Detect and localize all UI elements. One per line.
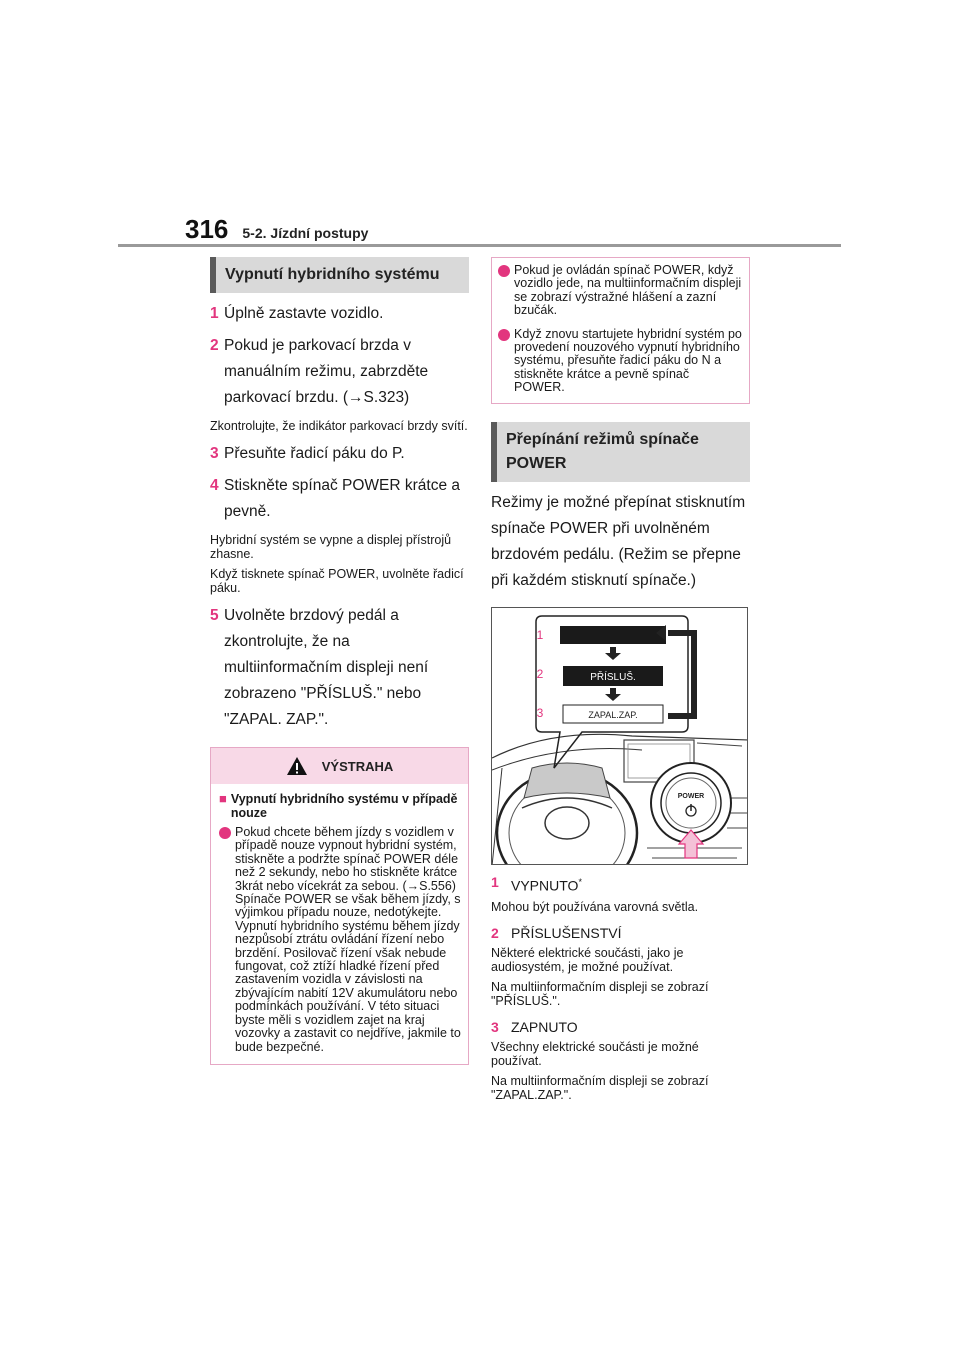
step-2: 2 Pokud je parkovací brzda v manuálním režimu, zabrzděte parkovací brzdu. (→S.323)	[210, 337, 429, 406]
figure-label-1: 1	[536, 627, 544, 642]
note-release-lever: Když tisknete spínač POWER, uvolněte řadicí páku.	[210, 567, 464, 595]
mode-on-title: ZAPNUTO	[511, 1019, 578, 1036]
right-column	[491, 257, 750, 1102]
step-4: 4 Stiskněte spínač POWER krátce a pevně.	[210, 477, 461, 520]
info-bullet-2: Když znovu startujete hybridní systém po provedení nouzového vypnutí hybridního systému, přesuňte řadicí páku do N a stiskněte krátce a pevně spínač POWER.	[498, 328, 743, 395]
power-modes-paragraph: Režimy je možné přepínat stisknutím spínače POWER při uvolněném brzdovém pedálu. (Režim se přepne při každém stisknutí spínače.)	[491, 493, 746, 589]
step-5: 5 Uvolněte brzdový pedál a zkontrolujte, že na multiinformačním displeji není zobrazeno "PŘÍSLUŠ." nebo "ZAPAL. ZAP.".	[210, 607, 429, 728]
page-header	[185, 214, 368, 245]
page-number: 316	[185, 214, 229, 244]
info-bullet-1: Pokud je ovládán spínač POWER, když vozidlo jede, na multiinformačním displeji se zobrazí výstražné hlášení a zazní bzučák.	[498, 264, 743, 318]
bullet-dot-icon	[219, 827, 231, 839]
power-switch-figure	[491, 607, 748, 865]
step-3: 3 Přesuňte řadicí páku do P.	[210, 445, 405, 462]
power-button-label: POWER	[677, 792, 705, 800]
display-accessory-text: PŘÍSLUŠ.	[590, 671, 636, 683]
mode-item-3: 3 ZAPNUTO	[491, 1019, 578, 1036]
section-heading-power-modes: Přepínání režimů spínače POWER	[491, 422, 750, 482]
mode-accessory-desc-1: Některé elektrické součásti, jako je audiosystém, je možné používat.	[491, 946, 684, 975]
bullet-dot-icon	[498, 265, 510, 277]
section-title: 5-2. Jízdní postupy	[242, 225, 369, 241]
mode-accessory-desc-2: Na multiinformačním displeji se zobrazí "PŘÍSLUŠ.".	[491, 980, 709, 1009]
note-parking-brake: Zkontrolujte, že indikátor parkovací brzdy svítí.	[210, 419, 468, 433]
warning-body	[211, 784, 468, 1064]
mode-item-1: 1 VYPNUTO*	[491, 873, 582, 894]
figure-label-2: 2	[536, 666, 544, 681]
left-column	[210, 257, 469, 1065]
mode-accessory-title: PŘÍSLUŠENSTVÍ	[511, 925, 622, 942]
display-ignition-text: ZAPAL.ZAP.	[588, 709, 638, 720]
header-rule	[118, 244, 841, 247]
mode-on-desc-2: Na multiinformačním displeji se zobrazí "ZAPAL.ZAP.".	[491, 1074, 709, 1103]
dashboard-illustration	[492, 608, 748, 865]
mode-item-2: 2 PŘÍSLUŠENSTVÍ	[491, 925, 622, 942]
bullet-dot-icon	[498, 329, 510, 341]
mode-off-desc: Mohou být používána varovná světla.	[491, 900, 699, 915]
warning-triangle-icon	[286, 756, 308, 776]
warning-header	[211, 748, 468, 784]
section-heading-shutdown: Vypnutí hybridního systému	[210, 257, 469, 293]
warning-bullet: Pokud chcete během jízdy s vozidlem v případě nouze vypnout hybridní systém, stiskněte a podržte spínač POWER déle než 2 sekundy, nebo ho stiskněte krátce 3krát nebo vícekrát za sebou. (→S.556) Spínače POWER se však během jízdy, s výjimkou případu nouze, nedotýkejte. Vypnutí hybridního systému během jízdy nezpůsobí ztrátu ovládání řízení nebo brzdění. Posilovač řízení však nebude fungovat, což ztíží hladké řízení před zastavením vozidla v závislosti na zbývajícím nabití 12V akumulátoru nebo podmínkách používání. V této situaci byste měli s vozidlem zajet na kraj vozovky a zastavit co nejdříve, jakmile to bude bezpečné.	[219, 826, 462, 1054]
warning-box	[210, 747, 469, 1065]
figure-label-3: 3	[536, 705, 544, 720]
warning-title: VÝSTRAHA	[321, 758, 394, 774]
step-1: 1 Úplně zastavte vozidlo.	[210, 305, 384, 322]
square-bullet-icon: ■	[219, 791, 227, 806]
warning-subheading: ■ Vypnutí hybridního systému v případě nouze	[219, 791, 458, 820]
mode-off-title: VYPNUTO*	[511, 876, 582, 894]
mode-on-desc-1: Všechny elektrické součásti je možné používat.	[491, 1040, 699, 1069]
info-box	[491, 257, 750, 404]
note-system-off: Hybridní systém se vypne a displej přístrojů zhasne.	[210, 533, 452, 561]
